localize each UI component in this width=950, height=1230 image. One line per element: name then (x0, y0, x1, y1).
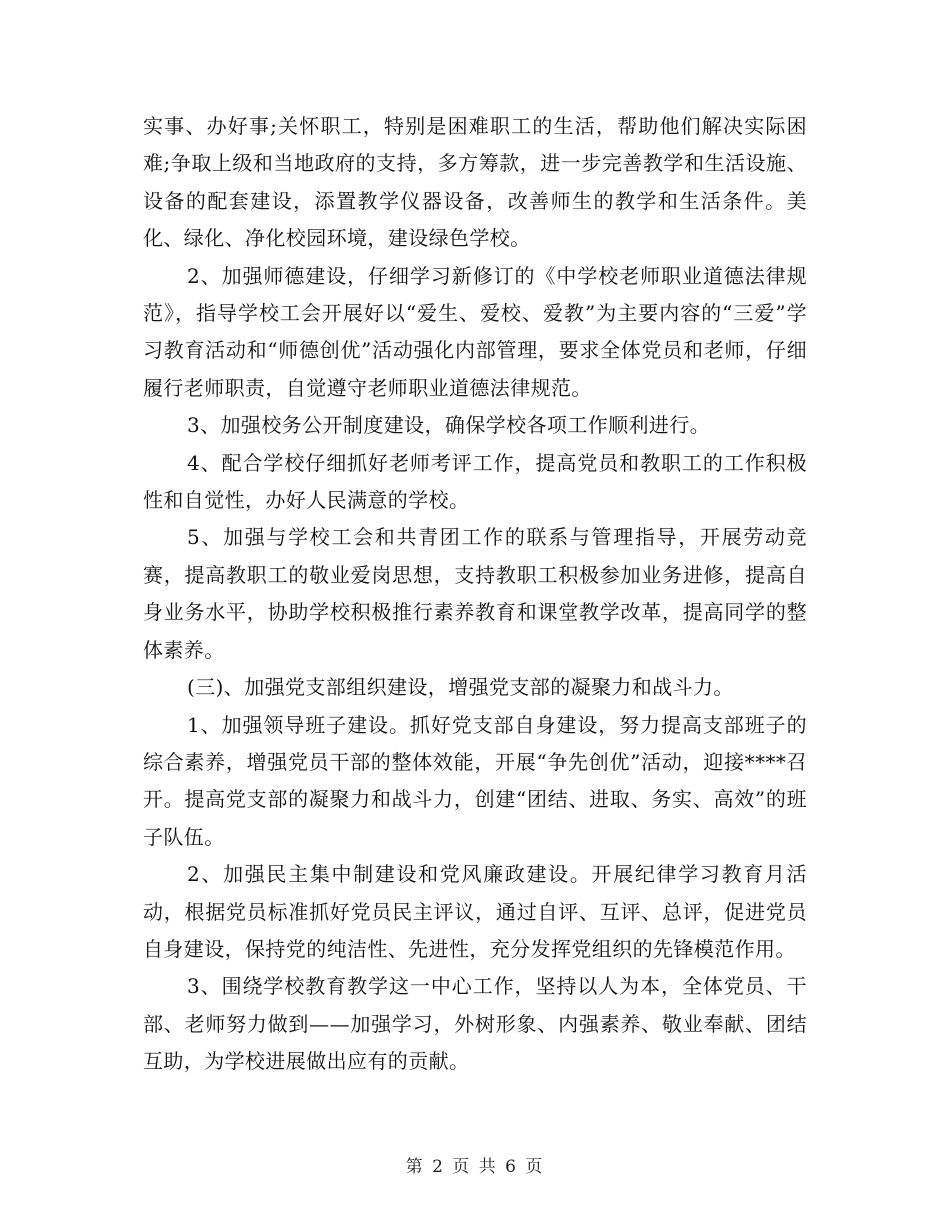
paragraph-item-2b: 2、加强民主集中制建设和党风廉政建设。开展纪律学习教育月活动，根据党员标准抓好党员民主评议，通过自评、互评、总评，促进党员自身建设，保持党的纯洁性、先进性，充分发挥党组织的先锋模范作用。 (143, 862, 807, 961)
page-number-footer: 第 2 页 共 6 页 (405, 1157, 545, 1177)
paragraph-item-4: 4、配合学校仔细抓好老师考评工作，提高党员和教职工的工作积极性和自觉性，办好人民满意的学校。 (143, 450, 807, 513)
paragraph-item-1: 1、加强领导班子建设。抓好党支部自身建设，努力提高支部班子的综合素养，增强党员干部的整体效能，开展“争先创优”活动，迎接****召开。提高党支部的凝聚力和战斗力，创建“团结、进取、务实、高效”的班子队伍。 (143, 712, 807, 849)
document-body (143, 108, 807, 1081)
paragraph-item-3: 3、加强校务公开制度建设，确保学校各项工作顺利进行。 (187, 413, 711, 438)
paragraph-item-5: 5、加强与学校工会和共青团工作的联系与管理指导，开展劳动竞赛，提高教职工的敬业爱岗思想，支持教职工积极参加业务进修，提高自身业务水平，协助学校积极推行素养教育和课堂教学改革，提高同学的整体素养。 (143, 525, 807, 662)
paragraph-item-3b: 3、围绕学校教育教学这一中心工作，坚持以人为本，全体党员、干部、老师努力做到——加强学习，外树形象、内强素养、敬业奉献、团结互助，为学校进展做出应有的贡献。 (143, 974, 807, 1074)
paragraph-continuation: 实事、办好事;关怀职工，特别是困难职工的生活，帮助他们解决实际困难;争取上级和当地政府的支持，多方筹款，进一步完善教学和生活设施、设备的配套建设，添置教学仪器设备，改善师生的教学和生活条件。美化、绿化、净化校园环境，建设绿色学校。 (143, 114, 807, 251)
paragraph-item-2: 2、加强师德建设，仔细学习新修订的《中学校老师职业道德法律规范》，指导学校工会开展好以“爱生、爱校、爱教”为主要内容的“三爱”学习教育活动和“师德创优”活动强化内部管理，要求全体党员和老师，仔细履行老师职责，自觉遵守老师职业道德法律规范。 (143, 263, 807, 400)
section-heading-3: (三)、加强党支部组织建设，增强党支部的凝聚力和战斗力。 (187, 675, 734, 700)
